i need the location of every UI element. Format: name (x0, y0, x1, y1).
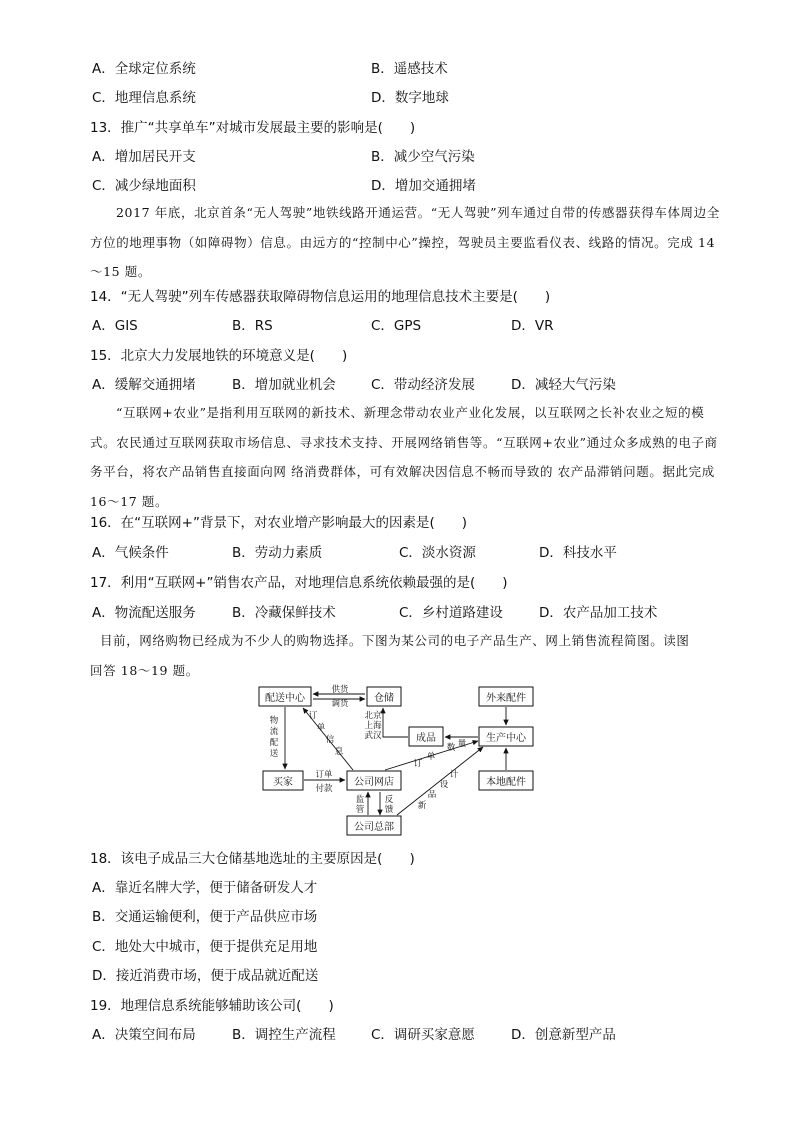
edge-wuliu-3: 配 (269, 738, 279, 748)
q19-option-a: A．决策空间布局 (92, 1027, 196, 1043)
passage-2 (90, 398, 720, 516)
q16-option-d: D．科技水平 (539, 545, 617, 561)
edge-jianguan-2: 管 (355, 805, 365, 815)
label-cangchu: 仓储 (374, 693, 394, 704)
q18-option-a: A．靠近名牌大学，便于储备研发人才 (92, 880, 318, 896)
q14-option-c: C．GPS (371, 318, 422, 334)
q13-option-d: D．增加交通拥堵 (371, 178, 476, 194)
q12-option-d: D．数字地球 (371, 90, 449, 106)
q15-stem: 15．北京大力发展地铁的环境意义是( ) (90, 348, 348, 364)
edge-fankui-2: 馈 (384, 805, 394, 815)
q14-option-b: B．RS (232, 318, 273, 334)
edge-wuliu-1: 物 (269, 716, 279, 726)
edge-dingdanxinxi-4: 息 (334, 747, 344, 757)
q17-stem: 17．利用“互联网+”销售农产品，对地理信息系统依赖最强的是( ) (90, 575, 508, 591)
edge-dingdanshuliang-1: 订 (413, 759, 423, 769)
label-bendi: 本地配件 (486, 777, 526, 788)
q19-option-b: B．调控生产流程 (232, 1027, 336, 1043)
q19-stem: 19．地理信息系统能够辅助该公司( ) (90, 998, 334, 1014)
q13-option-b: B．减少空气污染 (371, 149, 475, 165)
q14-option-d: D．VR (511, 318, 554, 334)
q19-option-c: C．调研买家意愿 (371, 1027, 475, 1043)
edge-fukuan: 付款 (315, 784, 333, 794)
q17-option-c: C．乡村道路建设 (399, 605, 503, 621)
edge-dingdanshuliang-2: 单 (426, 752, 436, 762)
q15-option-a: A．缓解交通拥堵 (92, 377, 196, 393)
label-peisong: 配送中心 (265, 693, 305, 704)
passage-1-text: 2017 年底，北京首条“无人驾驶”地铁线路开通运营。“无人驾驶”列车通过自带的传感器获得车体周边全方位的地理事物（如障碍物）信息。由远方的“控制中心”操控，驾驶员主要监看仪表、线路的情况。完成 14～15 题。 (90, 205, 720, 279)
edge-dingdanxinxi-3: 信 (325, 735, 335, 745)
edge-shanghai: 上海 (364, 721, 382, 731)
edge-xinpinsheji-3: 设 (439, 780, 449, 790)
flow-diagram-svg (255, 683, 540, 838)
q18-option-d: D．接近消费市场，便于成品就近配送 (92, 968, 319, 984)
q14-stem: 14．“无人驾驶”列车传感器获取障碍物信息运用的地理信息技术主要是( ) (90, 289, 551, 305)
q16-option-a: A．气候条件 (92, 545, 169, 561)
q14-option-a: A．GIS (92, 318, 138, 334)
edge-xinpinsheji-1: 新 (417, 801, 427, 811)
edge-dingdanxinxi-1: 订 (308, 711, 318, 721)
q18-option-b: B．交通运输便利，便于产品供应市场 (92, 909, 318, 925)
q18-option-c: C．地处大中城市，便于提供充足用地 (92, 939, 318, 955)
q15-option-b: B．增加就业机会 (232, 377, 336, 393)
label-wangdian: 公司网店 (354, 777, 394, 788)
label-maijia: 买家 (273, 777, 293, 788)
edge-dingdanshuliang-4: 量 (457, 739, 467, 749)
edge-xinpinsheji-4: 计 (449, 770, 459, 780)
q19-option-d: D．创意新型产品 (511, 1027, 616, 1043)
q13-option-c: C．减少绿地面积 (92, 178, 196, 194)
label-chengpin: 成品 (416, 733, 436, 744)
q18-stem: 18．该电子成品三大仓储基地选址的主要原因是( ) (90, 851, 415, 867)
edge-wuliu-2: 流 (269, 727, 279, 737)
passage-3 (90, 626, 700, 685)
edge-dingdanshuliang-3: 数 (446, 743, 456, 753)
label-wailai: 外来配件 (486, 693, 526, 704)
q16-option-c: C．淡水资源 (399, 545, 476, 561)
edge-wuhan: 武汉 (364, 731, 382, 741)
q16-option-b: B．劳动力素质 (232, 545, 323, 561)
label-shengchan: 生产中心 (486, 733, 526, 744)
flow-diagram (255, 683, 540, 838)
edge-gonghuo: 供货 (331, 685, 349, 695)
passage-2-text: “互联网+农业”是指利用互联网的新技术、新理念带动农业产业化发展，以互联网之长补农业之短的模式。农民通过互联网获取市场信息、寻求技术支持、开展网络销售等。“互联网+农业”通过众多成熟的电子商务平台，将农产品销售直接面向网 络消费群体，可有效解决因信息不畅而导致的 农产品滞销问题。据此完成 16～17 题。 (90, 405, 718, 509)
q17-option-d: D．农产品加工技术 (539, 605, 658, 621)
label-zongbu: 公司总部 (354, 822, 394, 833)
edge-diaohuo: 调货 (331, 699, 349, 709)
q12-option-c: C．地理信息系统 (92, 90, 196, 106)
q13-option-a: A．增加居民开支 (92, 149, 196, 165)
q16-stem: 16．在“互联网+”背景下，对农业增产影响最大的因素是( ) (90, 515, 468, 531)
edge-dingdanxinxi-2: 单 (316, 723, 326, 733)
q17-option-b: B．冷藏保鲜技术 (232, 605, 336, 621)
q12-option-a: A．全球定位系统 (92, 61, 196, 77)
edge-jianguan-1: 监 (355, 795, 365, 805)
edge-beijing: 北京 (364, 711, 382, 721)
edge-fankui-1: 反 (384, 795, 394, 805)
passage-3-text: 目前，网络购物已经成为不少人的购物选择。下图为某公司的电子产品生产、网上销售流程简图。读图回答 18～19 题。 (90, 633, 690, 678)
q13-stem: 13．推广“共享单车”对城市发展最主要的影响是( ) (90, 120, 416, 136)
edge-dingdan: 订单 (315, 770, 333, 780)
q15-option-c: C．带动经济发展 (371, 377, 475, 393)
edge-wuliu-4: 送 (269, 749, 279, 759)
q15-option-d: D．减轻大气污染 (511, 377, 616, 393)
q12-option-b: B．遥感技术 (371, 61, 448, 77)
q17-option-a: A．物流配送服务 (92, 605, 196, 621)
edge-xinpinsheji-2: 品 (427, 790, 437, 800)
passage-1 (90, 198, 720, 287)
